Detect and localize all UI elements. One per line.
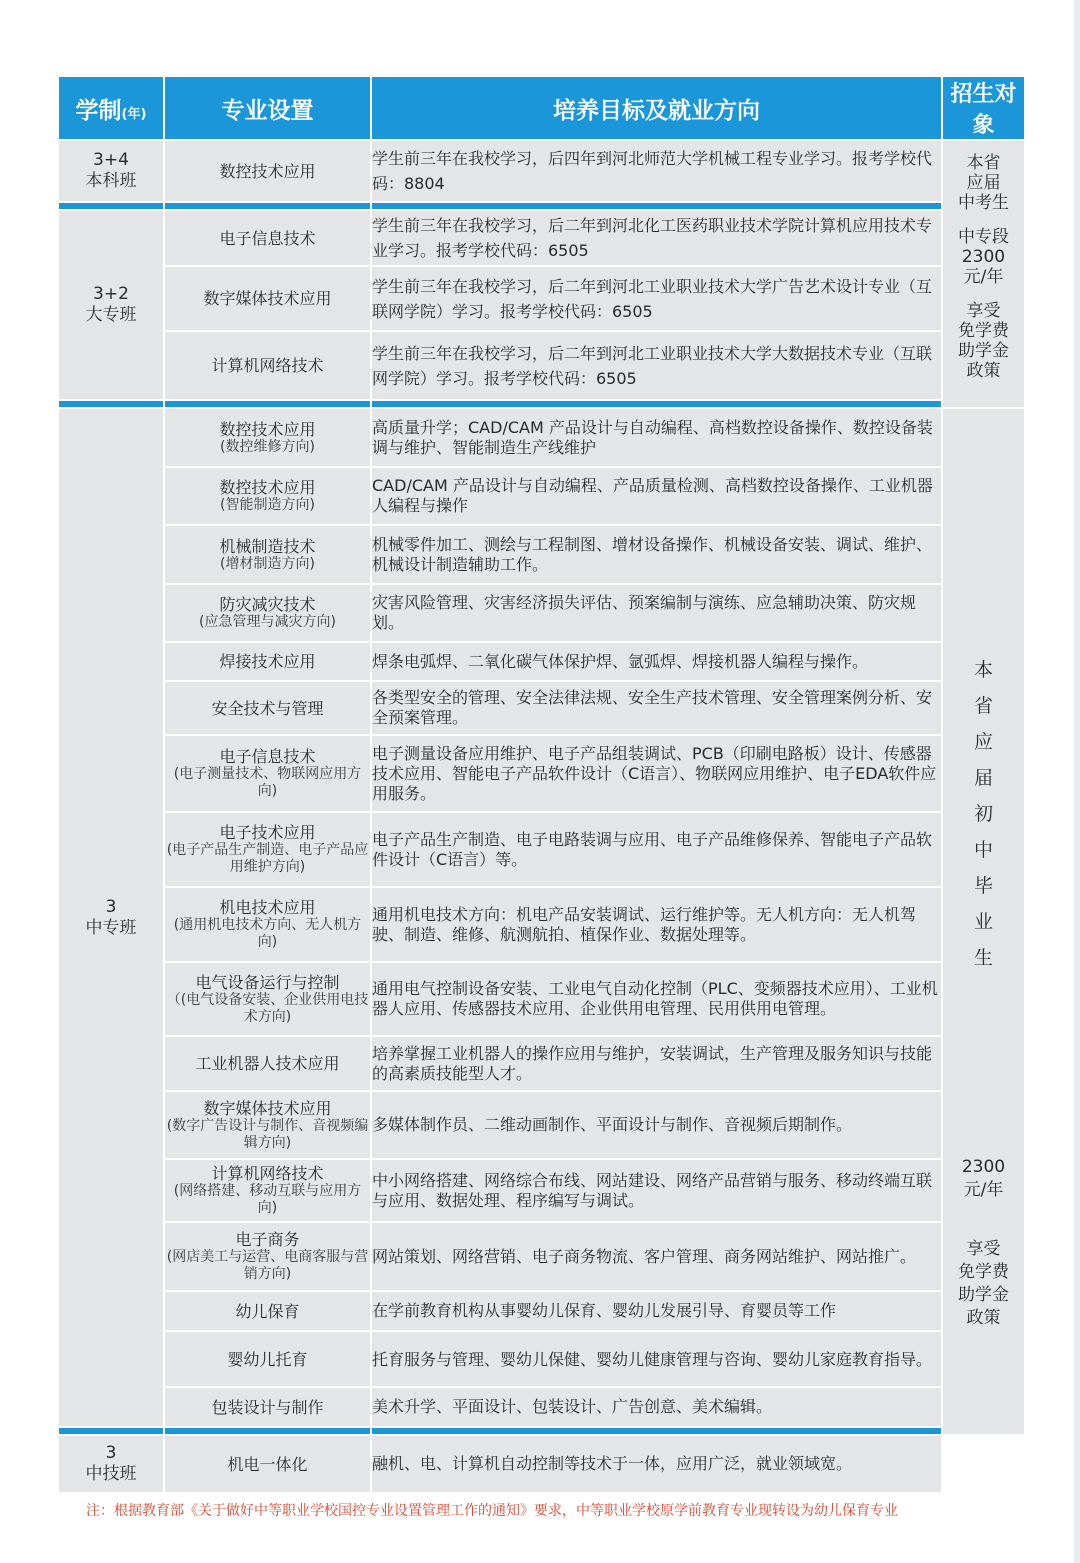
desc-cell: 中小网络搭建、网络综合布线、网站建设、网络产品营销与服务、移动终端互联与应用、数据处理、程序编写与调试。 [371, 1159, 942, 1222]
desc-cell: 学生前三年在我校学习，后四年到河北师范大学机械工程专业学习。报考学校代码：8804 [371, 140, 942, 202]
major-cell: 机电技术应用 (通用机电技术方向、无人机方向) [164, 887, 371, 962]
desc-cell: 焊条电弧焊、二氧化碳气体保护焊、氩弧焊、焊接机器人编程与操作。 [371, 642, 942, 681]
desc-cell: 电子测量设备应用维护、电子产品组装调试、PCB（印刷电路板）设计、传感器技术应用、智能电子产品软件设计（C语言）、物联网应用维护、电子EDA软件应用服务。 [371, 735, 942, 812]
table-row [58, 408, 1025, 467]
major-cell: 机电一体化 [164, 1435, 371, 1493]
program-table [57, 75, 1026, 1494]
table-row [58, 735, 1025, 812]
year-cell-3-zhongji: 3 中技班 [58, 1435, 164, 1493]
desc-cell: 高质量升学；CAD/CAM 产品设计与自动编程、高档数控设备操作、数控设备装调与维护、智能制造生产线维护 [371, 408, 942, 467]
table-row [58, 681, 1025, 735]
header-goal: 培养目标及就业方向 [371, 76, 942, 140]
header-year: 学制(年) [58, 76, 164, 140]
major-cell: 数控技术应用 [164, 140, 371, 202]
desc-cell: 多媒体制作员、二维动画制作、平面设计与制作、音视频后期制作。 [371, 1091, 942, 1159]
major-cell: 数控技术应用 (数控维修方向) [164, 408, 371, 467]
desc-cell: 学生前三年在我校学习，后二年到河北化工医药职业技术学院计算机应用技术专业学习。报考学校代码：6505 [371, 210, 942, 266]
table-row [58, 525, 1025, 584]
table-row [58, 331, 1025, 400]
desc-cell: CAD/CAM 产品设计与自动编程、产品质量检测、高档数控设备操作、工业机器人编程与操作 [371, 467, 942, 525]
major-cell: 数控技术应用 (智能制造方向) [164, 467, 371, 525]
header-year-unit: (年) [121, 106, 147, 122]
table-row [58, 1387, 1025, 1427]
group-divider [58, 202, 1025, 210]
major-cell: 防灾减灾技术 (应急管理与减灾方向) [164, 584, 371, 642]
major-cell: 电子技术应用 (电子产品生产制造、电子产品应用维护方向) [164, 812, 371, 887]
desc-cell: 灾害风险管理、灾害经济损失评估、预案编制与演练、应急辅助决策、防灾规划。 [371, 584, 942, 642]
target-vertical-text: 本 省 应 届 初 中 毕 业 生 [973, 658, 993, 969]
table-row [58, 266, 1025, 331]
target-fee: 2300 元/年 [961, 1156, 1006, 1200]
table-row [58, 642, 1025, 681]
table-row [58, 1291, 1025, 1331]
desc-cell: 电子产品生产制造、电子电路装调与应用、电子产品维修保养、智能电子产品软件设计（C语言）等。 [371, 812, 942, 887]
table-row [58, 467, 1025, 525]
year-cell-3plus4: 3+4 本科班 [58, 140, 164, 202]
header-target: 招生对象 [942, 76, 1025, 140]
header-major: 专业设置 [164, 76, 371, 140]
desc-cell: 融机、电、计算机自动控制等技术于一体，应用广泛，就业领域宽。 [371, 1435, 942, 1493]
group-divider [58, 1427, 1025, 1435]
table-row [58, 584, 1025, 642]
major-cell: 计算机网络技术 (网络搭建、移动互联与应用方向) [164, 1159, 371, 1222]
group-divider [58, 400, 1025, 408]
table-row [58, 1091, 1025, 1159]
major-cell: 焊接技术应用 [164, 642, 371, 681]
major-cell: 电子商务 (网店美工与运营、电商客服与营销方向) [164, 1222, 371, 1291]
major-cell: 婴幼儿托育 [164, 1331, 371, 1387]
desc-cell: 学生前三年在我校学习，后二年到河北工业职业技术大学广告艺术设计专业（互联网学院）学习。报考学校代码：6505 [371, 266, 942, 331]
table-row [58, 1159, 1025, 1222]
target-cell-upper: 本省 应届 中考生 中专段 2300 元/年 享受 免学费 助学金 政策 [942, 140, 1025, 408]
table-row [58, 962, 1025, 1036]
target-policy: 享受 免学费 助学金 政策 [958, 1238, 1009, 1328]
major-cell: 电气设备运行与控制 （(电气设备安装、企业供用电技术方向) [164, 962, 371, 1036]
desc-cell: 在学前教育机构从事婴幼儿保育、婴幼儿发展引导、育婴员等工作 [371, 1291, 942, 1331]
year-cell-3-zhongzhuan: 3 中专班 [58, 408, 164, 1427]
desc-cell: 机械零件加工、测绘与工程制图、增材设备操作、机械设备安装、调试、维护、机械设计制造辅助工作。 [371, 525, 942, 584]
table-row [58, 887, 1025, 962]
table-header-row [58, 76, 1025, 140]
table-row [58, 1435, 1025, 1493]
year-cell-3plus2: 3+2 大专班 [58, 210, 164, 400]
desc-cell: 网站策划、网络营销、电子商务物流、客户管理、商务网站维护、网站推广。 [371, 1222, 942, 1291]
desc-cell: 培养掌握工业机器人的操作应用与维护，安装调试，生产管理及服务知识与技能的高素质技能型人才。 [371, 1036, 942, 1091]
desc-cell: 托育服务与管理、婴幼儿保健、婴幼儿健康管理与咨询、婴幼儿家庭教育指导。 [371, 1331, 942, 1387]
page-edge [1074, 0, 1080, 1563]
major-cell: 电子信息技术 (电子测量技术、物联网应用方向) [164, 735, 371, 812]
table-row [58, 1222, 1025, 1291]
desc-cell: 学生前三年在我校学习，后二年到河北工业职业技术大学大数据技术专业（互联网学院）学习。报考学校代码：6505 [371, 331, 942, 400]
major-cell: 幼儿保育 [164, 1291, 371, 1331]
major-cell: 包装设计与制作 [164, 1387, 371, 1427]
table-row [58, 1036, 1025, 1091]
table-row [58, 140, 1025, 202]
major-cell: 机械制造技术 (增材制造方向) [164, 525, 371, 584]
target-cell-lower [942, 408, 1025, 1435]
desc-cell: 通用电气控制设备安装、工业电气自动化控制（PLC、变频器技术应用）、工业机器人应用、传感器技术应用、企业供用电管理、民用供用电管理。 [371, 962, 942, 1036]
footnote: 注：根据教育部《关于做好中等职业学校国控专业设置管理工作的通知》要求，中等职业学校原学前教育专业现转设为幼儿保育专业 [86, 1503, 898, 1519]
table-row [58, 812, 1025, 887]
major-cell: 电子信息技术 [164, 210, 371, 266]
major-cell: 数字媒体技术应用 (数字广告设计与制作、音视频编辑方向) [164, 1091, 371, 1159]
desc-cell: 通用机电技术方向：机电产品安装调试、运行维护等。无人机方向：无人机驾驶、制造、维修、航测航拍、植保作业、数据处理等。 [371, 887, 942, 962]
table-row [58, 1331, 1025, 1387]
desc-cell: 各类型安全的管理、安全法律法规、安全生产技术管理、安全管理案例分析、安全预案管理。 [371, 681, 942, 735]
major-cell: 数字媒体技术应用 [164, 266, 371, 331]
major-cell: 计算机网络技术 [164, 331, 371, 400]
major-cell: 安全技术与管理 [164, 681, 371, 735]
table-row [58, 210, 1025, 266]
major-cell: 工业机器人技术应用 [164, 1036, 371, 1091]
desc-cell: 美术升学、平面设计、包装设计、广告创意、美术编辑。 [371, 1387, 942, 1427]
